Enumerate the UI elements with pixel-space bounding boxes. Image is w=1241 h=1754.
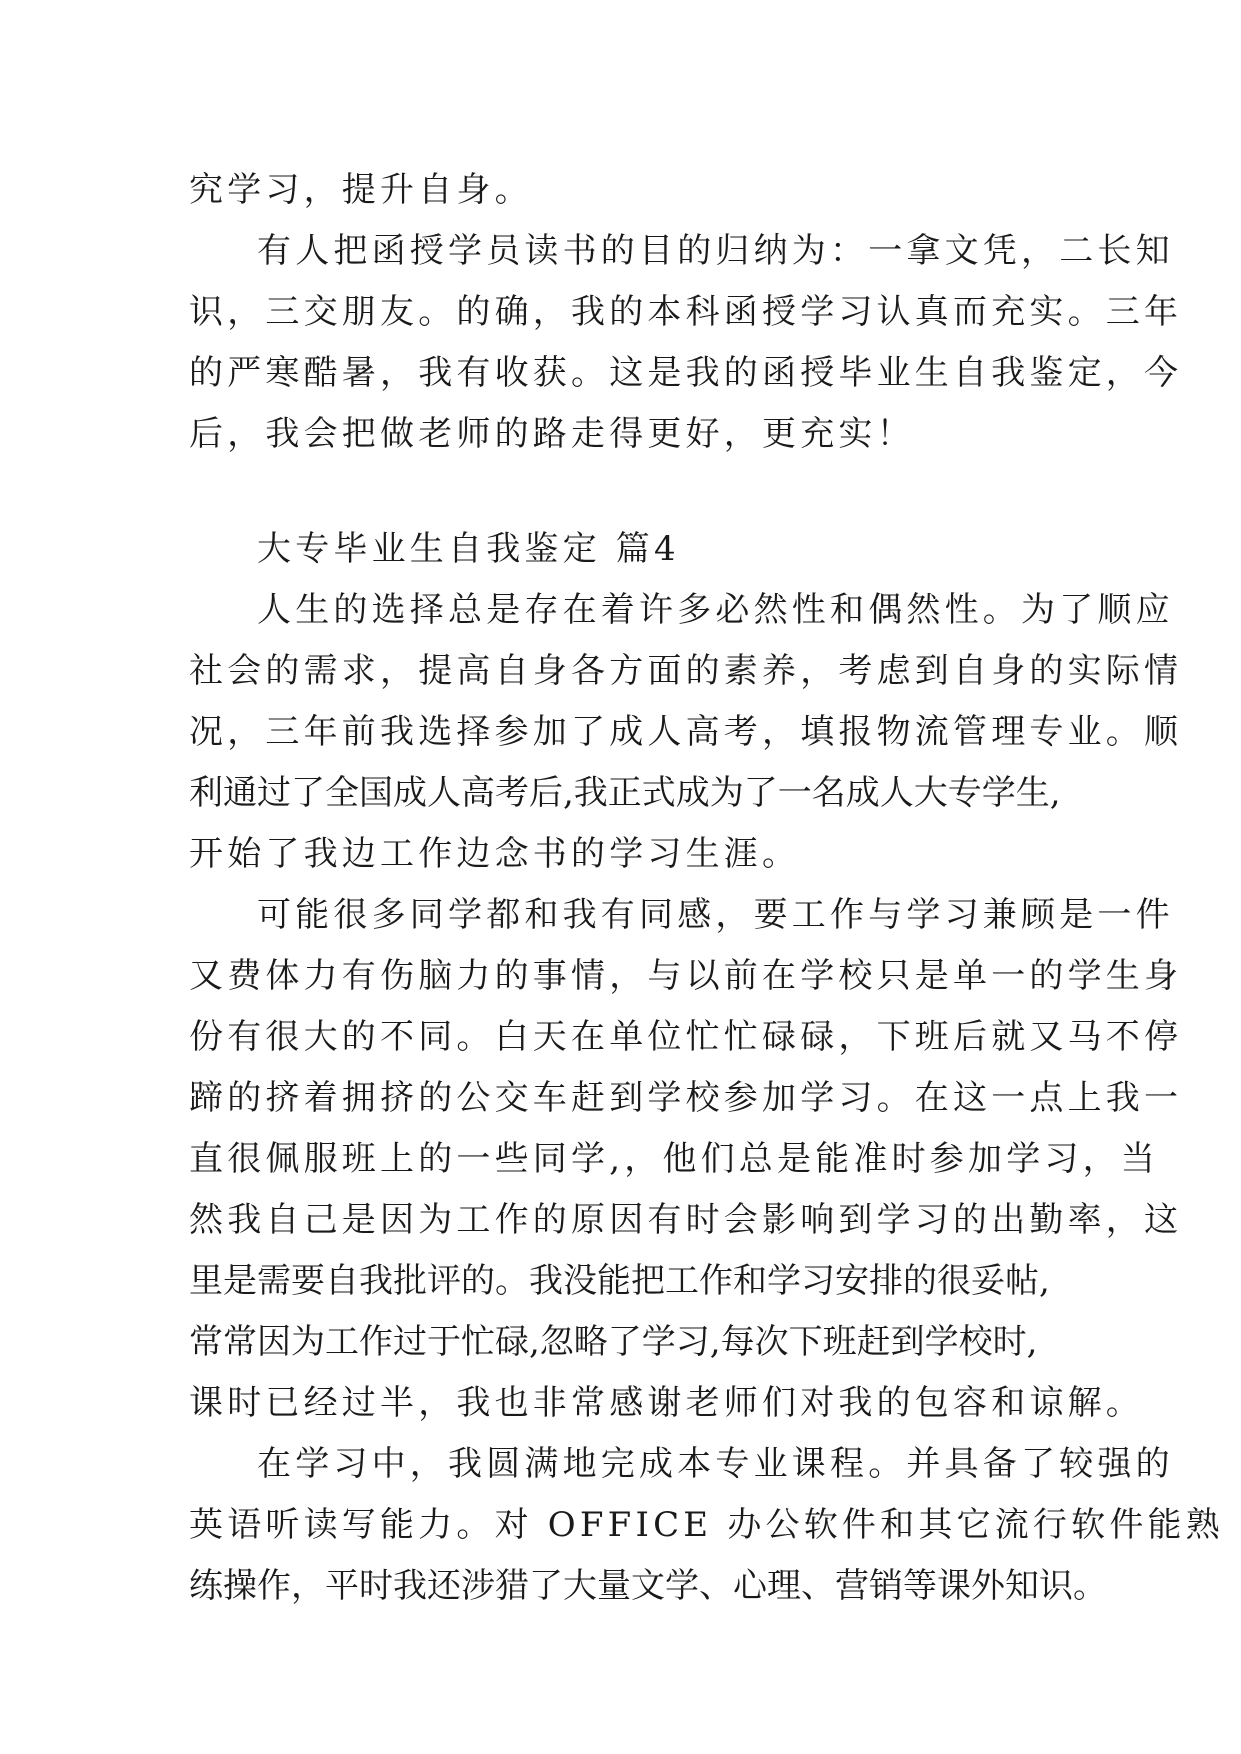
text-line: 后，我会把做老师的路走得更好，更充实！	[189, 414, 915, 454]
text-line: 蹄的挤着拥挤的公交车赶到学校参加学习。在这一点上我一	[189, 1078, 1183, 1118]
text-line: 开始了我边工作边念书的学习生涯。	[189, 834, 801, 874]
text-line: 利通过了全国成人高考后,我正式成为了一名成人大专学生,	[189, 773, 1061, 813]
text-line: 然我自己是因为工作的原因有时会影响到学习的出勤率，这	[189, 1200, 1183, 1240]
text-line: 的严寒酷暑，我有收获。这是我的函授毕业生自我鉴定，今	[189, 353, 1183, 393]
text-line: 识，三交朋友。的确，我的本科函授学习认真而充实。三年	[189, 292, 1183, 332]
text-line: 份有很大的不同。白天在单位忙忙碌碌，下班后就又马不停	[189, 1017, 1183, 1057]
text-line: 究学习，提升自身。	[189, 170, 533, 210]
text-line: 直很佩服班上的一些同学,，他们总是能准时参加学习，当	[189, 1139, 1160, 1179]
document-page	[189, 160, 1224, 1617]
text-line: 况，三年前我选择参加了成人高考，填报物流管理专业。顺	[189, 712, 1183, 752]
text-line: 里是需要自我批评的。我没能把工作和学习安排的很妥帖,	[189, 1261, 1050, 1301]
text-line: 又费体力有伤脑力的事情，与以前在学校只是单一的学生身	[189, 956, 1183, 996]
section-heading: 大专毕业生自我鉴定 篇4	[257, 529, 680, 569]
paragraph-life-choice	[189, 580, 1183, 885]
paragraph-study-achievements	[189, 1434, 1224, 1617]
text-line: 常常因为工作过于忙碌,忽略了学习,每次下班赶到学校时,	[189, 1322, 1038, 1362]
text-line: 可能很多同学都和我有同感，要工作与学习兼顾是一件	[257, 895, 1174, 935]
text-line: 课时已经过半，我也非常感谢老师们对我的包容和谅解。	[189, 1383, 1144, 1423]
text-line: 有人把函授学员读书的目的归纳为：一拿文凭，二长知	[257, 231, 1174, 271]
text-line: 在学习中，我圆满地完成本专业课程。并具备了较强的	[257, 1444, 1174, 1484]
text-line: 英语听读写能力。对 OFFICE 办公软件和其它流行软件能熟	[189, 1505, 1224, 1545]
text-line: 练操作，平时我还涉猎了大量文学、心理、营销等课外知识。	[189, 1566, 1107, 1606]
text-line: 社会的需求，提高自身各方面的素养，考虑到自身的实际情	[189, 651, 1183, 691]
text-line: 人生的选择总是存在着许多必然性和偶然性。为了顺应	[257, 590, 1174, 630]
paragraph-work-study-balance	[189, 885, 1183, 1434]
paragraph-continuation	[189, 160, 1049, 221]
paragraph-correspondence-summary	[189, 221, 1183, 465]
